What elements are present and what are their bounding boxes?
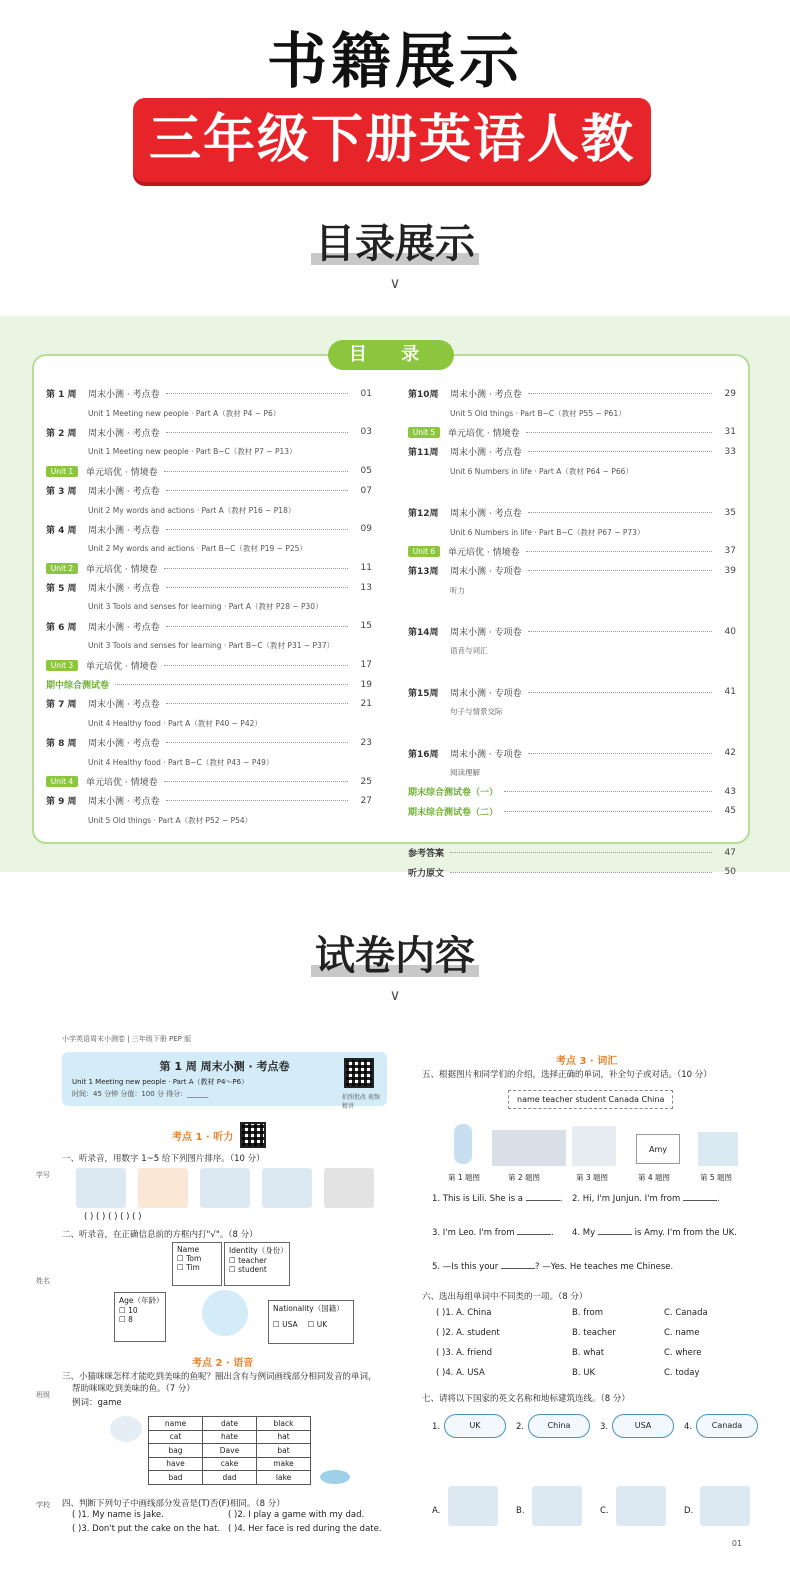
q7-letter: B. bbox=[516, 1506, 525, 1516]
toc-left-column bbox=[46, 384, 372, 830]
toc-section-heading: 目录展示 bbox=[0, 212, 790, 269]
toc-subentry-text: Unit 5 Old things · Part B~C（教材 P55 ~ P61） bbox=[450, 408, 626, 418]
toc-entry[interactable] bbox=[408, 802, 736, 821]
toc-leader-dots bbox=[528, 631, 712, 632]
exam-header-title: 第 1 周 周末小测 · 考点卷 bbox=[159, 1060, 290, 1073]
toc-entry[interactable] bbox=[408, 782, 736, 801]
toc-spacer bbox=[408, 821, 736, 843]
q6-option: ( )2. A. student bbox=[436, 1328, 500, 1338]
exam-header-meta: 时间：45 分钟 分值：100 分 得分：______ bbox=[72, 1090, 209, 1098]
bridge-picture bbox=[76, 1168, 126, 1208]
toc-page-number: 25 bbox=[360, 776, 372, 787]
toc-leader-dots bbox=[528, 393, 712, 394]
cat-picture bbox=[110, 1416, 142, 1442]
toc-subentry bbox=[408, 702, 736, 721]
toc-entry[interactable] bbox=[408, 862, 736, 881]
identity-box: Identity（身份） ☐ teacher ☐ student bbox=[224, 1242, 290, 1286]
q5-item-3: 3. I'm Leo. I'm from bbox=[432, 1228, 515, 1238]
toc-right-column bbox=[408, 384, 736, 882]
q5-item-1: 1. This is Lili. She is a bbox=[432, 1194, 524, 1204]
toc-entry-title: 单元培优 · 情境卷 bbox=[448, 428, 520, 439]
toc-week-label: 第 4 周 bbox=[46, 525, 77, 536]
toc-leader-dots bbox=[504, 811, 712, 812]
q6-option: C. Canada bbox=[664, 1308, 708, 1318]
word-table-row bbox=[149, 1444, 311, 1458]
toc-subentry-text: Unit 4 Healthy food · Part A（教材 P40 ~ P42） bbox=[88, 718, 262, 728]
toc-leader-dots bbox=[528, 570, 712, 571]
fig-label-5: 第 5 题图 bbox=[700, 1173, 733, 1182]
word-cell[interactable]: bag bbox=[149, 1444, 203, 1458]
toc-subentry-text: Unit 2 My words and actions · Part B~C（教材 P19 ~ P25） bbox=[88, 544, 307, 554]
toc-subentry bbox=[408, 581, 736, 600]
toc-page-number: 07 bbox=[360, 485, 372, 496]
toc-entry[interactable] bbox=[46, 655, 372, 674]
toc-spacer bbox=[408, 600, 736, 622]
word-cell[interactable]: date bbox=[203, 1417, 257, 1431]
toc-page-number: 42 bbox=[724, 748, 736, 759]
q4-text: 四、判断下列句子中画线部分发音是(T)否(F)相同。（8 分） bbox=[62, 1499, 285, 1509]
toc-entry-title: 周末小测 · 考点卷 bbox=[88, 700, 160, 711]
toc-subentry-text: 句子与情景交际 bbox=[450, 707, 503, 717]
q5-item-4b: is Amy. I'm from the UK. bbox=[634, 1228, 737, 1238]
kp1-heading: 考点 1 · 听力 bbox=[172, 1132, 234, 1143]
toc-page-number: 45 bbox=[724, 806, 736, 817]
toc-leader-dots bbox=[166, 800, 348, 801]
q6-option: C. name bbox=[664, 1328, 700, 1338]
exam-header bbox=[62, 1052, 387, 1106]
toc-subentry bbox=[408, 522, 736, 541]
fig-label-4: 第 4 题图 bbox=[638, 1173, 671, 1182]
toc-page-number: 27 bbox=[360, 795, 372, 806]
toc-page-number: 50 bbox=[724, 867, 736, 878]
country-cloud[interactable]: UK bbox=[444, 1414, 506, 1438]
grade-banner: 三年级下册英语人教 bbox=[133, 98, 651, 182]
toc-page-number: 40 bbox=[724, 626, 736, 637]
teacher-picture bbox=[138, 1168, 188, 1208]
toc-leader-dots bbox=[528, 512, 712, 513]
toc-entry[interactable] bbox=[408, 542, 736, 561]
toc-leader-dots bbox=[166, 703, 348, 704]
word-cell[interactable]: lake bbox=[257, 1471, 311, 1485]
q6-text: 六、选出每组单词中不同类的一项。（8 分） bbox=[422, 1292, 588, 1302]
toc-page-number: 41 bbox=[724, 687, 736, 698]
toc-entry[interactable] bbox=[408, 561, 736, 580]
toc-week-label: 第12周 bbox=[408, 509, 439, 520]
toc-leader-dots bbox=[166, 742, 348, 743]
country-cloud[interactable]: China bbox=[528, 1414, 590, 1438]
qr-note: 拍照批改 视频精讲 bbox=[342, 1094, 380, 1110]
toc-subentry bbox=[408, 403, 736, 422]
toc-test-title: 期末综合测试卷（一） bbox=[408, 788, 499, 799]
building-picture bbox=[324, 1168, 374, 1208]
toc-week-label: 第16周 bbox=[408, 749, 439, 760]
toc-subentry-text: Unit 5 Old things · Part A（教材 P52 ~ P54） bbox=[88, 815, 253, 825]
word-table-row bbox=[149, 1417, 311, 1431]
toc-entry[interactable] bbox=[408, 843, 736, 862]
page-title: 书籍展示 bbox=[267, 27, 523, 97]
toc-entry-title: 单元培优 · 情境卷 bbox=[86, 778, 158, 788]
word-table bbox=[148, 1416, 311, 1485]
toc-entry-title: 参考答案 bbox=[408, 849, 445, 860]
toc-subentry bbox=[408, 641, 736, 660]
q6-option: ( )3. A. friend bbox=[436, 1348, 493, 1358]
q3-text-2: 帮助咪咪吃到美味的鱼。（7 分） bbox=[72, 1384, 195, 1394]
toc-entry-title: 周末小测 · 考点卷 bbox=[88, 525, 160, 536]
q1-text: 一、听录音，用数字 1~5 给下列图片排序。（10 分） bbox=[62, 1154, 265, 1164]
toc-week-label: 第10周 bbox=[408, 390, 439, 401]
toc-leader-dots bbox=[166, 432, 348, 433]
age-10-checkbox[interactable]: ☐ 10 bbox=[119, 1306, 138, 1315]
toc-entry[interactable] bbox=[408, 423, 736, 442]
q5-item-5: 5. —Is this your bbox=[432, 1262, 499, 1272]
toc-page-number: 29 bbox=[724, 388, 736, 399]
word-table-row bbox=[149, 1471, 311, 1485]
toc-spacer bbox=[408, 721, 736, 743]
toc-entry-title: 听力原文 bbox=[408, 868, 445, 879]
toc-test-title: 期末综合测试卷（二） bbox=[408, 807, 499, 818]
q4-item-1: ( )1. My name is Jake. bbox=[72, 1510, 164, 1520]
age-8-checkbox[interactable]: ☐ 8 bbox=[119, 1315, 133, 1324]
toc-leader-dots bbox=[526, 432, 712, 433]
toc-subentry-text: Unit 4 Healthy food · Part B~C（教材 P43 ~ P49） bbox=[88, 757, 274, 767]
toc-week-label: 第 5 周 bbox=[46, 584, 77, 595]
toc-entry-title: 单元培优 · 情境卷 bbox=[86, 661, 158, 672]
chevron-down-icon: ∨ bbox=[389, 274, 401, 292]
q5-text: 五、根据图片和同学们的介绍，选择正确的单词，补全句子或对话。（10 分） bbox=[422, 1070, 712, 1080]
toc-page-number: 13 bbox=[360, 582, 372, 593]
toc-entry-title: 周末小测 · 专项卷 bbox=[450, 749, 522, 760]
exam-page: 小学英语周末小测卷 | 三年级下册 PEP 版 第 1 周 周末小测 · 考点卷 Unit 1 Meeting new people · Part A（教材 P4～P6） 时间：45 分钟 分值：100 分 得分：______ 拍照批改 视频精讲 考点 1 · 听力 一、听录音，用数字 1~5 给下列图片排序。（10 分） ( ) ( ) ( ) ( ) ( ) 二、听录音，在正确信息前的方框内打"√"。（8 分） Name ☐ Tom ☐ Tim Identity（身份） ☐ teacher ☐ student Age（年龄） ☐ 10 ☐ 8 Nationality（国籍） ☐ USA ☐ UK 考点 2 · 语音 三、小猫咪咪怎样才能吃到美味的鱼呢？圈出含有与例词画线部分相同发音的单词， 帮助咪咪吃到美味的鱼。（7 分） 例词：game name date black cat hate hat bag Dave bat have cake make bad dad lake 四、判断下列句子中画线部分发音是(T)否(F)相同。（8 分） ( )1. My name is Jake. ( )2. I play a game with my dad. ( )3. Don't put the cake on the hat. ( )4. Her face is red during the date. 学号 姓名 班级 学校 考点 3 · 词汇 五、根据图片和同学们的介绍，选择正确的单词，补全句子或对话。（10 分） name teacher student Canada China Amy 第 1 题图 第 2 题图 第 3 题图 第 4 题图 第 5 题图 1. This is Lili. She is a . 2. Hi, I'm Junjun. I'm from . 3. I'm Leo. I'm from . 4. My is Amy. I'm from the UK. 5. —Is this your ? —Yes. He teaches me Chinese. 六、选出每组单词中不同类的一项。（8 分） ( )1. A. China B. from C. Canada ( )2. A. student B. teacher C. name ( )3. A. friend B. what C. where ( )4. A. USA B. UK C. today 七、请将以下国家的英文名称和地标建筑连线。（8 分） 1. UK 2. China 3. USA 4. Canada A. B. C. D. 01 bbox=[52, 1030, 752, 1550]
answer-blank[interactable] bbox=[501, 1268, 535, 1269]
q6-option: ( )1. A. China bbox=[436, 1308, 492, 1318]
toc-entry[interactable] bbox=[46, 772, 372, 791]
word-cell[interactable]: cat bbox=[149, 1430, 203, 1444]
toc-entry[interactable] bbox=[408, 442, 736, 461]
answer-blank[interactable] bbox=[683, 1200, 717, 1201]
toc-entry[interactable] bbox=[46, 481, 372, 500]
toc-entry-title: 周末小测 · 考点卷 bbox=[88, 739, 160, 750]
q6-option: B. from bbox=[572, 1308, 604, 1318]
name-box: Name ☐ Tom ☐ Tim bbox=[172, 1242, 222, 1286]
toc-week-label: 第14周 bbox=[408, 628, 439, 639]
toc-entry-title: 周末小测 · 考点卷 bbox=[88, 428, 160, 439]
toc-unit-badge: Unit 1 bbox=[46, 466, 78, 477]
toc-subentry bbox=[46, 403, 372, 422]
q1-blanks: ( ) ( ) ( ) ( ) ( ) bbox=[84, 1212, 142, 1222]
toc-leader-dots bbox=[504, 791, 712, 792]
toc-leader-dots bbox=[166, 393, 348, 394]
toc-week-label: 第 3 周 bbox=[46, 487, 77, 498]
series-label: 小学英语周末小测卷 | 三年级下册 PEP 版 bbox=[62, 1035, 192, 1043]
toc-week-label: 第 9 周 bbox=[46, 797, 77, 808]
toc-entry[interactable] bbox=[408, 384, 736, 403]
q7-letter: A. bbox=[432, 1506, 441, 1516]
toc-subentry bbox=[408, 462, 736, 481]
toc-page-number: 09 bbox=[360, 524, 372, 535]
toc-entry-title: 周末小测 · 考点卷 bbox=[88, 797, 160, 808]
toc-page-number: 17 bbox=[360, 660, 372, 671]
toc-entry-title: 周末小测 · 考点卷 bbox=[88, 390, 160, 401]
toc-leader-dots bbox=[450, 872, 712, 873]
toc-page-number: 21 bbox=[360, 698, 372, 709]
toc-subentry-text: Unit 3 Tools and senses for learning · Part A（教材 P28 ~ P30） bbox=[88, 602, 323, 612]
toc-subentry-text: Unit 1 Meeting new people · Part A（教材 P4 ~ P6） bbox=[88, 408, 281, 418]
toc-page-number: 39 bbox=[724, 565, 736, 576]
toc-leader-dots bbox=[450, 852, 712, 853]
toc-spacer bbox=[408, 481, 736, 503]
toc-subentry bbox=[46, 714, 372, 733]
toc-entry-title: 周末小测 · 考点卷 bbox=[450, 448, 522, 459]
toc-leader-dots bbox=[528, 753, 712, 754]
toc-page-number: 15 bbox=[360, 621, 372, 632]
toc-entry[interactable] bbox=[408, 683, 736, 702]
word-table-row bbox=[149, 1457, 311, 1471]
toc-entry[interactable] bbox=[46, 559, 372, 578]
toc-unit-badge: Unit 6 bbox=[408, 546, 440, 557]
toc-subentry bbox=[46, 752, 372, 771]
toc-subentry bbox=[46, 811, 372, 830]
q6-option: ( )4. A. USA bbox=[436, 1368, 485, 1378]
tower-picture bbox=[572, 1126, 616, 1166]
toc-entry[interactable] bbox=[46, 617, 372, 636]
q5-item-2: 2. Hi, I'm Junjun. I'm from bbox=[572, 1194, 681, 1204]
q7-text: 七、请将以下国家的英文名称和地标建筑连线。（8 分） bbox=[422, 1394, 630, 1404]
answer-blank[interactable] bbox=[517, 1234, 551, 1235]
palace-picture bbox=[492, 1130, 566, 1166]
toc-leader-dots bbox=[164, 568, 348, 569]
word-cell[interactable]: cake bbox=[203, 1457, 257, 1471]
toc-week-label: 第15周 bbox=[408, 688, 439, 699]
toc-unit-badge: Unit 3 bbox=[46, 660, 78, 671]
tim-checkbox[interactable]: ☐ Tim bbox=[177, 1263, 200, 1272]
landmark-picture bbox=[700, 1486, 750, 1526]
toc-leader-dots bbox=[528, 692, 712, 693]
exam-header-unit: Unit 1 Meeting new people · Part A（教材 P4～P6） bbox=[72, 1078, 249, 1086]
toc-week-label: 第 2 周 bbox=[46, 428, 77, 439]
side-label-name: 姓名 bbox=[36, 1277, 50, 1285]
qr-code-icon bbox=[344, 1058, 374, 1088]
toc-subentry-text: 听力 bbox=[450, 585, 465, 595]
landmark-picture bbox=[532, 1486, 582, 1526]
toc-entry[interactable] bbox=[408, 503, 736, 522]
kp3-heading: 考点 3 · 词汇 bbox=[556, 1056, 618, 1067]
toc-leader-dots bbox=[166, 587, 348, 588]
nationality-box: Nationality（国籍） ☐ USA ☐ UK bbox=[268, 1300, 354, 1344]
toc-entry[interactable] bbox=[46, 694, 372, 713]
word-cell[interactable]: bad bbox=[149, 1471, 203, 1485]
page-number: 01 bbox=[731, 1539, 742, 1548]
toc-page-number: 37 bbox=[724, 546, 736, 557]
answer-blank[interactable] bbox=[598, 1234, 632, 1235]
toc-subentry-text: Unit 1 Meeting new people · Part B~C（教材 P7 ~ P13） bbox=[88, 447, 297, 457]
toc-entry[interactable] bbox=[46, 423, 372, 442]
toc-page-number: 35 bbox=[724, 507, 736, 518]
toc-leader-dots bbox=[166, 626, 348, 627]
toc-entry-title: 单元培优 · 情境卷 bbox=[86, 564, 158, 575]
landmark-picture bbox=[448, 1486, 498, 1526]
name-card: Amy bbox=[636, 1134, 680, 1164]
usa-checkbox[interactable]: ☐ USA bbox=[273, 1320, 298, 1329]
toc-subentry-text: 阅读理解 bbox=[450, 768, 480, 778]
toc-subentry bbox=[46, 442, 372, 461]
toc-entry-title: 周末小测 · 考点卷 bbox=[88, 622, 160, 633]
toc-subentry bbox=[46, 597, 372, 616]
toc-leader-dots bbox=[115, 684, 348, 685]
toc-unit-badge: Unit 5 bbox=[408, 427, 440, 438]
fig-label-1: 第 1 题图 bbox=[448, 1173, 481, 1182]
q3-example: 例词：game bbox=[72, 1398, 122, 1408]
tower-picture bbox=[200, 1168, 250, 1208]
side-label-id: 学号 bbox=[36, 1171, 50, 1179]
q7-letter: D. bbox=[684, 1506, 694, 1516]
q3-text: 三、小猫咪咪怎样才能吃到美味的鱼呢？圈出含有与例词画线部分相同发音的单词， bbox=[62, 1372, 377, 1382]
toc-subentry-text: Unit 6 Numbers in life · Part A（教材 P64 ~ P66） bbox=[450, 466, 633, 476]
q7-number: 4. bbox=[684, 1422, 693, 1432]
q4-item-4: ( )4. Her face is red during the date. bbox=[228, 1524, 382, 1534]
toc-page-number: 33 bbox=[724, 446, 736, 457]
q7-number: 2. bbox=[516, 1422, 525, 1432]
word-cell[interactable]: have bbox=[149, 1457, 203, 1471]
toc-leader-dots bbox=[528, 451, 712, 452]
toc-entry-title: 周末小测 · 专项卷 bbox=[450, 688, 522, 699]
q6-option: B. teacher bbox=[572, 1328, 616, 1338]
toc-entry[interactable] bbox=[46, 733, 372, 752]
teacher-checkbox[interactable]: ☐ teacher bbox=[229, 1256, 267, 1265]
fig-label-3: 第 3 题图 bbox=[576, 1173, 609, 1182]
word-bank: name teacher student Canada China bbox=[508, 1090, 673, 1109]
toc-page-number: 05 bbox=[360, 466, 372, 477]
toc-page-number: 11 bbox=[360, 563, 372, 574]
toc-entry[interactable] bbox=[46, 462, 372, 481]
answer-blank[interactable] bbox=[526, 1200, 560, 1201]
toc-entry-title: 周末小测 · 专项卷 bbox=[450, 628, 522, 639]
fish-picture bbox=[320, 1470, 350, 1484]
toc-leader-dots bbox=[164, 665, 348, 666]
tom-checkbox[interactable]: ☐ Tom bbox=[177, 1254, 202, 1263]
toc-entry[interactable] bbox=[46, 384, 372, 403]
side-label-school: 学校 bbox=[36, 1501, 50, 1509]
student-checkbox[interactable]: ☐ student bbox=[229, 1265, 267, 1274]
toc-page-number: 19 bbox=[360, 679, 372, 690]
toc-subentry-text: 语音与词汇 bbox=[450, 646, 488, 656]
landmark-picture bbox=[616, 1486, 666, 1526]
q7-number: 3. bbox=[600, 1422, 609, 1432]
toc-entry-title: 单元培优 · 情境卷 bbox=[448, 547, 520, 558]
uk-checkbox[interactable]: ☐ UK bbox=[307, 1320, 328, 1329]
toc-entry-title: 周末小测 · 考点卷 bbox=[450, 390, 522, 401]
q5-item-4: 4. My bbox=[572, 1228, 596, 1238]
toc-week-label: 第 7 周 bbox=[46, 700, 77, 711]
q6-option: B. what bbox=[572, 1348, 605, 1358]
fig-label-2: 第 2 题图 bbox=[508, 1173, 541, 1182]
toc-page-number: 31 bbox=[724, 427, 736, 438]
boy-avatar bbox=[202, 1290, 248, 1336]
toc-leader-dots bbox=[526, 551, 712, 552]
toc-entry[interactable] bbox=[46, 578, 372, 597]
q7-letter: C. bbox=[600, 1506, 609, 1516]
toc-tab: 目 录 bbox=[328, 340, 454, 370]
toc-entry-title: 周末小测 · 考点卷 bbox=[88, 487, 160, 498]
toc-leader-dots bbox=[164, 471, 348, 472]
toc-spacer bbox=[408, 661, 736, 683]
toc-subentry-text: Unit 6 Numbers in life · Part B~C（教材 P67 ~ P73） bbox=[450, 527, 645, 537]
country-cloud[interactable]: Canada bbox=[696, 1414, 758, 1438]
toc-subentry bbox=[46, 539, 372, 558]
toc-entry[interactable] bbox=[46, 675, 372, 694]
word-cell[interactable]: bat bbox=[257, 1444, 311, 1458]
toc-leader-dots bbox=[166, 529, 348, 530]
toc-page-number: 47 bbox=[724, 847, 736, 858]
qr-code-icon bbox=[240, 1122, 266, 1148]
toc-entry-title: 周末小测 · 考点卷 bbox=[88, 584, 160, 595]
toc-entry-title: 单元培优 · 情境卷 bbox=[86, 467, 158, 478]
q6-option: C. where bbox=[664, 1348, 702, 1358]
toc-subentry bbox=[46, 636, 372, 655]
q6-option: B. UK bbox=[572, 1368, 596, 1378]
kp2-heading: 考点 2 · 语音 bbox=[192, 1358, 254, 1369]
toc-subentry-text: Unit 3 Tools and senses for learning · Part B~C（教材 P31 ~ P37） bbox=[88, 641, 335, 651]
toc-unit-badge: Unit 4 bbox=[46, 776, 78, 787]
toc-page-number: 01 bbox=[360, 388, 372, 399]
toc-page-number: 23 bbox=[360, 737, 372, 748]
word-cell[interactable]: Dave bbox=[203, 1444, 257, 1458]
word-cell[interactable]: hat bbox=[257, 1430, 311, 1444]
toc-subentry bbox=[408, 763, 736, 782]
toc-test-title: 期中综合测试卷 bbox=[46, 681, 110, 692]
toc-unit-badge: Unit 2 bbox=[46, 563, 78, 574]
toc-entry[interactable] bbox=[408, 622, 736, 641]
toc-week-label: 第11周 bbox=[408, 448, 439, 459]
word-cell[interactable]: hate bbox=[203, 1430, 257, 1444]
toc-leader-dots bbox=[166, 490, 348, 491]
toc-page-number: 43 bbox=[724, 786, 736, 797]
q6-option: C. today bbox=[664, 1368, 700, 1378]
word-cell[interactable]: name bbox=[149, 1417, 203, 1431]
q2-text: 二、听录音，在正确信息前的方框内打"√"。（8 分） bbox=[62, 1230, 258, 1240]
q5-item-5b: ? —Yes. He teaches me Chinese. bbox=[534, 1262, 674, 1272]
toc-entry[interactable] bbox=[46, 520, 372, 539]
toc-subentry-text: Unit 2 My words and actions · Part A（教材 P16 ~ P18） bbox=[88, 505, 296, 515]
country-cloud[interactable]: USA bbox=[612, 1414, 674, 1438]
word-cell[interactable]: black bbox=[257, 1417, 311, 1431]
word-cell[interactable]: dad bbox=[203, 1471, 257, 1485]
toc-entry[interactable] bbox=[46, 791, 372, 810]
toc-entry[interactable] bbox=[408, 743, 736, 762]
age-box: Age（年龄） ☐ 10 ☐ 8 bbox=[114, 1292, 166, 1342]
word-cell[interactable]: make bbox=[257, 1457, 311, 1471]
statue-picture bbox=[262, 1168, 312, 1208]
toc-page-number: 03 bbox=[360, 427, 372, 438]
chevron-down-icon: ∨ bbox=[389, 986, 401, 1004]
exam-section-heading: 试卷内容 bbox=[0, 924, 790, 981]
classroom-picture bbox=[698, 1132, 738, 1166]
q4-item-3: ( )3. Don't put the cake on the hat. bbox=[72, 1524, 221, 1534]
toc-subentry bbox=[46, 500, 372, 519]
girl-picture bbox=[454, 1124, 472, 1164]
q7-number: 1. bbox=[432, 1422, 441, 1432]
toc-entry-title: 周末小测 · 考点卷 bbox=[450, 509, 522, 520]
toc-week-label: 第 1 周 bbox=[46, 390, 77, 401]
side-label-class: 班级 bbox=[36, 1391, 50, 1399]
toc-week-label: 第 6 周 bbox=[46, 622, 77, 633]
toc-week-label: 第13周 bbox=[408, 567, 439, 578]
toc-leader-dots bbox=[164, 781, 348, 782]
q4-item-2: ( )2. I play a game with my dad. bbox=[228, 1510, 365, 1520]
word-table-row bbox=[149, 1430, 311, 1444]
toc-entry-title: 周末小测 · 专项卷 bbox=[450, 567, 522, 578]
toc-week-label: 第 8 周 bbox=[46, 739, 77, 750]
